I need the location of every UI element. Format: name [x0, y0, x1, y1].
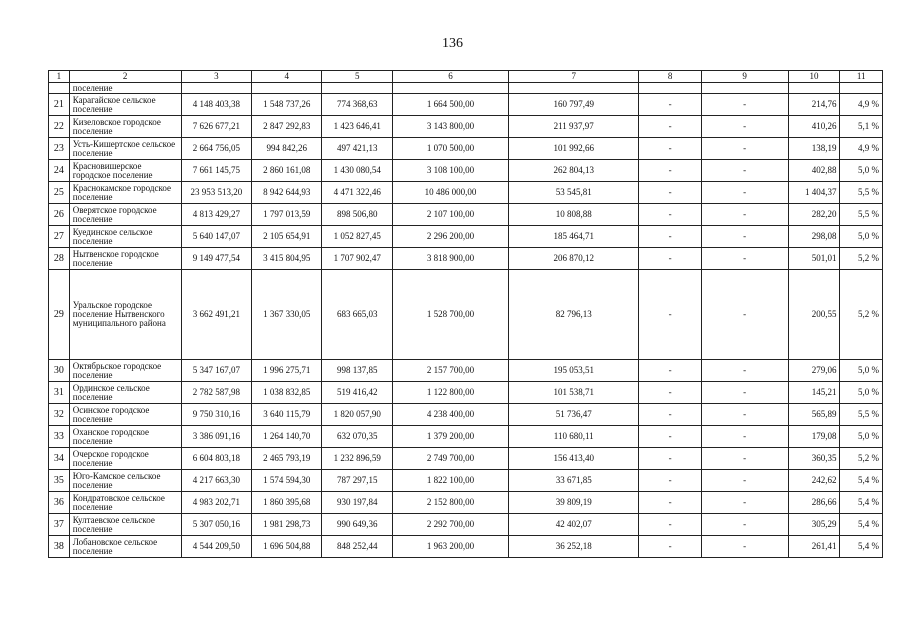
row-number: 27: [49, 226, 70, 248]
value-col-8: -: [639, 536, 701, 558]
row-number: 35: [49, 470, 70, 492]
amount-col-5: 930 197,84: [322, 492, 392, 514]
amount-col-4: 1 038 832,85: [252, 382, 322, 404]
row-number: 31: [49, 382, 70, 404]
amount-col-6: 2 107 100,00: [392, 204, 508, 226]
value-col-10: 145,21: [788, 382, 840, 404]
amount-col-5: 497 421,13: [322, 138, 392, 160]
percent-col-11: 5,1 %: [840, 116, 883, 138]
amount-col-3: 5 640 147,07: [181, 226, 251, 248]
amount-col-4: 2 860 161,08: [252, 160, 322, 182]
row-number: 24: [49, 160, 70, 182]
amount-col-4: 1 264 140,70: [252, 426, 322, 448]
column-header: 1: [49, 71, 70, 83]
amount-col-6: 1 528 700,00: [392, 270, 508, 360]
percent-col-11: 5,4 %: [840, 536, 883, 558]
row-number: 37: [49, 514, 70, 536]
amount-col-5: 632 070,35: [322, 426, 392, 448]
percent-col-11: 5,2 %: [840, 270, 883, 360]
amount-col-6: 1 963 200,00: [392, 536, 508, 558]
amount-col-5: 990 649,36: [322, 514, 392, 536]
settlement-name: Краснокамское городское поселение: [69, 182, 181, 204]
table-row: [49, 270, 883, 360]
amount-col-7: 160 797,49: [508, 94, 639, 116]
percent-col-11: 4,9 %: [840, 138, 883, 160]
value-col-8: -: [639, 514, 701, 536]
amount-col-3: 3 662 491,21: [181, 270, 251, 360]
column-number-row: [49, 71, 883, 83]
value-col-9: -: [701, 226, 788, 248]
column-header: 11: [840, 71, 883, 83]
value-col-8: -: [639, 182, 701, 204]
value-col-10: 286,66: [788, 492, 840, 514]
amount-col-5: 1 820 057,90: [322, 404, 392, 426]
value-col-10: 402,88: [788, 160, 840, 182]
row-number: 30: [49, 360, 70, 382]
amount-col-3: 5 307 050,16: [181, 514, 251, 536]
column-header: 4: [252, 71, 322, 83]
table-row: [49, 94, 883, 116]
amount-col-6: 2 749 700,00: [392, 448, 508, 470]
amount-col-4: 2 465 793,19: [252, 448, 322, 470]
row-number: 34: [49, 448, 70, 470]
amount-col-3: 5 347 167,07: [181, 360, 251, 382]
amount-col-3: 4 983 202,71: [181, 492, 251, 514]
row-number: 38: [49, 536, 70, 558]
percent-col-11: 5,2 %: [840, 448, 883, 470]
percent-col-11: 5,0 %: [840, 360, 883, 382]
amount-col-4: 3 415 804,95: [252, 248, 322, 270]
amount-col-3: 6 604 803,18: [181, 448, 251, 470]
amount-col-6: 2 292 700,00: [392, 514, 508, 536]
value-col-9: -: [701, 138, 788, 160]
amount-col-6: 4 238 400,00: [392, 404, 508, 426]
row-number: 28: [49, 248, 70, 270]
settlement-name: Красновишерское городское поселение: [69, 160, 181, 182]
percent-col-11: 5,0 %: [840, 382, 883, 404]
amount-col-3: 9 149 477,54: [181, 248, 251, 270]
value-col-8: -: [639, 448, 701, 470]
amount-col-6: 3 108 100,00: [392, 160, 508, 182]
settlement-name: Октябрьское городское поселение: [69, 360, 181, 382]
amount-col-7: 33 671,85: [508, 470, 639, 492]
table-row: [49, 426, 883, 448]
value-col-8: -: [639, 94, 701, 116]
value-col-8: -: [639, 360, 701, 382]
value-col-8: -: [639, 426, 701, 448]
row-number: 23: [49, 138, 70, 160]
percent-col-11: 5,5 %: [840, 182, 883, 204]
column-header: 8: [639, 71, 701, 83]
amount-col-7: 211 937,97: [508, 116, 639, 138]
amount-col-6: 3 143 800,00: [392, 116, 508, 138]
value-col-10: 138,19: [788, 138, 840, 160]
amount-col-4: 1 548 737,26: [252, 94, 322, 116]
column-header: 10: [788, 71, 840, 83]
table-row: [49, 470, 883, 492]
value-col-9: -: [701, 426, 788, 448]
amount-col-7: 42 402,07: [508, 514, 639, 536]
settlement-name: Уральское городское поселение Нытвенского муниципального района: [69, 270, 181, 360]
amount-col-5: 1 232 896,59: [322, 448, 392, 470]
amount-col-5: 1 430 080,54: [322, 160, 392, 182]
amount-col-7: 101 538,71: [508, 382, 639, 404]
value-col-9: -: [701, 382, 788, 404]
percent-col-11: 5,0 %: [840, 226, 883, 248]
value-col-9: -: [701, 94, 788, 116]
value-col-10: 179,08: [788, 426, 840, 448]
table-row: [49, 492, 883, 514]
amount-col-7: 156 413,40: [508, 448, 639, 470]
value-col-8: -: [639, 160, 701, 182]
row-number: 32: [49, 404, 70, 426]
amount-col-6: 2 157 700,00: [392, 360, 508, 382]
value-col-8: -: [639, 248, 701, 270]
value-col-9: -: [701, 182, 788, 204]
value-col-10: 501,01: [788, 248, 840, 270]
table-row: [49, 514, 883, 536]
table-row: [49, 536, 883, 558]
table-row: [49, 160, 883, 182]
amount-col-5: 4 471 322,46: [322, 182, 392, 204]
table-row: [49, 204, 883, 226]
percent-col-11: 4,9 %: [840, 94, 883, 116]
row-number: 25: [49, 182, 70, 204]
settlement-name: Кондратовское сельское поселение: [69, 492, 181, 514]
percent-col-11: 5,2 %: [840, 248, 883, 270]
value-col-8: -: [639, 138, 701, 160]
value-col-10: 1 404,37: [788, 182, 840, 204]
value-col-10: 410,26: [788, 116, 840, 138]
amount-col-4: 2 105 654,91: [252, 226, 322, 248]
table-row: [49, 360, 883, 382]
settlement-name: Оверятское городское поселение: [69, 204, 181, 226]
table-row: [49, 382, 883, 404]
column-header: 6: [392, 71, 508, 83]
value-col-9: -: [701, 536, 788, 558]
amount-col-5: 1 423 646,41: [322, 116, 392, 138]
row-number: 29: [49, 270, 70, 360]
amount-col-4: 2 847 292,83: [252, 116, 322, 138]
amount-col-4: 1 367 330,05: [252, 270, 322, 360]
amount-col-3: 7 661 145,75: [181, 160, 251, 182]
value-col-8: -: [639, 382, 701, 404]
table-cell: [392, 83, 508, 94]
column-header: 5: [322, 71, 392, 83]
table-cell: [322, 83, 392, 94]
table-row: [49, 116, 883, 138]
amount-col-7: 10 808,88: [508, 204, 639, 226]
value-col-9: -: [701, 270, 788, 360]
value-col-10: 200,55: [788, 270, 840, 360]
table-cell: [840, 83, 883, 94]
amount-col-7: 110 680,11: [508, 426, 639, 448]
page-number: 136: [442, 36, 463, 51]
column-header: 9: [701, 71, 788, 83]
table-cell: [701, 83, 788, 94]
settlement-name: Ординское сельское поселение: [69, 382, 181, 404]
amount-col-3: 2 782 587,98: [181, 382, 251, 404]
value-col-9: -: [701, 470, 788, 492]
value-col-10: 360,35: [788, 448, 840, 470]
amount-col-7: 82 796,13: [508, 270, 639, 360]
row-number: 36: [49, 492, 70, 514]
settlement-name: Кизеловское городское поселение: [69, 116, 181, 138]
value-col-10: 298,08: [788, 226, 840, 248]
amount-col-5: 998 137,85: [322, 360, 392, 382]
amount-col-7: 195 053,51: [508, 360, 639, 382]
table-row: [49, 248, 883, 270]
amount-col-6: 1 122 800,00: [392, 382, 508, 404]
amount-col-7: 51 736,47: [508, 404, 639, 426]
amount-col-6: 3 818 900,00: [392, 248, 508, 270]
amount-col-4: 1 860 395,68: [252, 492, 322, 514]
amount-col-3: 2 664 756,05: [181, 138, 251, 160]
amount-col-6: 2 296 200,00: [392, 226, 508, 248]
table-row: [49, 404, 883, 426]
value-col-9: -: [701, 492, 788, 514]
table-cell: [788, 83, 840, 94]
continuation-text: поселение: [69, 83, 181, 94]
amount-col-4: 994 842,26: [252, 138, 322, 160]
value-col-10: 565,89: [788, 404, 840, 426]
amount-col-6: 2 152 800,00: [392, 492, 508, 514]
value-col-10: 261,41: [788, 536, 840, 558]
amount-col-6: 10 486 000,00: [392, 182, 508, 204]
value-col-8: -: [639, 470, 701, 492]
table-cell: [49, 83, 70, 94]
row-number: 22: [49, 116, 70, 138]
value-col-10: 282,20: [788, 204, 840, 226]
amount-col-6: 1 070 500,00: [392, 138, 508, 160]
amount-col-5: 519 416,42: [322, 382, 392, 404]
settlement-name: Карагайское сельское поселение: [69, 94, 181, 116]
amount-col-4: 1 696 504,88: [252, 536, 322, 558]
table-row: [49, 182, 883, 204]
amount-col-6: 1 379 200,00: [392, 426, 508, 448]
table-row: [49, 138, 883, 160]
percent-col-11: 5,0 %: [840, 160, 883, 182]
value-col-9: -: [701, 448, 788, 470]
value-col-9: -: [701, 360, 788, 382]
column-header: 2: [69, 71, 181, 83]
settlement-name: Култаевское сельское поселение: [69, 514, 181, 536]
amount-col-4: 1 996 275,71: [252, 360, 322, 382]
amount-col-5: 1 052 827,45: [322, 226, 392, 248]
row-number: 33: [49, 426, 70, 448]
amount-col-3: 7 626 677,21: [181, 116, 251, 138]
value-col-9: -: [701, 404, 788, 426]
amount-col-6: 1 664 500,00: [392, 94, 508, 116]
settlement-name: Усть-Кишертское сельское поселение: [69, 138, 181, 160]
table-cell: [252, 83, 322, 94]
amount-col-4: 3 640 115,79: [252, 404, 322, 426]
row-number: 21: [49, 94, 70, 116]
amount-col-5: 1 707 902,47: [322, 248, 392, 270]
row-number: 26: [49, 204, 70, 226]
amount-col-7: 101 992,66: [508, 138, 639, 160]
amount-col-7: 39 809,19: [508, 492, 639, 514]
table-cell: [181, 83, 251, 94]
value-col-10: 279,06: [788, 360, 840, 382]
settlement-name: Юго-Камское сельское поселение: [69, 470, 181, 492]
percent-col-11: 5,4 %: [840, 470, 883, 492]
amount-col-7: 53 545,81: [508, 182, 639, 204]
amount-col-4: 1 797 013,59: [252, 204, 322, 226]
value-col-8: -: [639, 270, 701, 360]
amount-col-4: 8 942 644,93: [252, 182, 322, 204]
amount-col-3: 4 217 663,30: [181, 470, 251, 492]
value-col-9: -: [701, 160, 788, 182]
amount-col-3: 9 750 310,16: [181, 404, 251, 426]
value-col-8: -: [639, 226, 701, 248]
percent-col-11: 5,5 %: [840, 404, 883, 426]
table-cell: [639, 83, 701, 94]
percent-col-11: 5,5 %: [840, 204, 883, 226]
settlement-name: Куединское сельское поселение: [69, 226, 181, 248]
amount-col-3: 4 813 429,27: [181, 204, 251, 226]
amount-col-3: 4 544 209,50: [181, 536, 251, 558]
table-row: [49, 226, 883, 248]
value-col-8: -: [639, 492, 701, 514]
value-col-9: -: [701, 116, 788, 138]
amount-col-5: 787 297,15: [322, 470, 392, 492]
column-header: 3: [181, 71, 251, 83]
amount-col-3: 23 953 513,20: [181, 182, 251, 204]
amount-col-7: 262 804,13: [508, 160, 639, 182]
value-col-9: -: [701, 248, 788, 270]
value-col-10: 242,62: [788, 470, 840, 492]
settlement-name: Очерское городское поселение: [69, 448, 181, 470]
settlement-name: Осинское городское поселение: [69, 404, 181, 426]
amount-col-5: 898 506,80: [322, 204, 392, 226]
value-col-10: 214,76: [788, 94, 840, 116]
amount-col-7: 206 870,12: [508, 248, 639, 270]
amount-col-3: 4 148 403,38: [181, 94, 251, 116]
continuation-row: [49, 83, 883, 94]
percent-col-11: 5,0 %: [840, 426, 883, 448]
value-col-8: -: [639, 204, 701, 226]
value-col-10: 305,29: [788, 514, 840, 536]
settlement-name: Нытвенское городское поселение: [69, 248, 181, 270]
value-col-9: -: [701, 204, 788, 226]
table-cell: [508, 83, 639, 94]
table-row: [49, 448, 883, 470]
amount-col-4: 1 981 298,73: [252, 514, 322, 536]
column-header: 7: [508, 71, 639, 83]
amount-col-4: 1 574 594,30: [252, 470, 322, 492]
value-col-8: -: [639, 116, 701, 138]
amount-col-3: 3 386 091,16: [181, 426, 251, 448]
settlement-name: Оханское городское поселение: [69, 426, 181, 448]
amount-col-6: 1 822 100,00: [392, 470, 508, 492]
amount-col-5: 848 252,44: [322, 536, 392, 558]
value-col-8: -: [639, 404, 701, 426]
amount-col-5: 774 368,63: [322, 94, 392, 116]
percent-col-11: 5,4 %: [840, 492, 883, 514]
amount-col-7: 36 252,18: [508, 536, 639, 558]
data-table: [48, 70, 883, 558]
amount-col-7: 185 464,71: [508, 226, 639, 248]
amount-col-5: 683 665,03: [322, 270, 392, 360]
percent-col-11: 5,4 %: [840, 514, 883, 536]
value-col-9: -: [701, 514, 788, 536]
settlement-name: Лобановское сельское поселение: [69, 536, 181, 558]
